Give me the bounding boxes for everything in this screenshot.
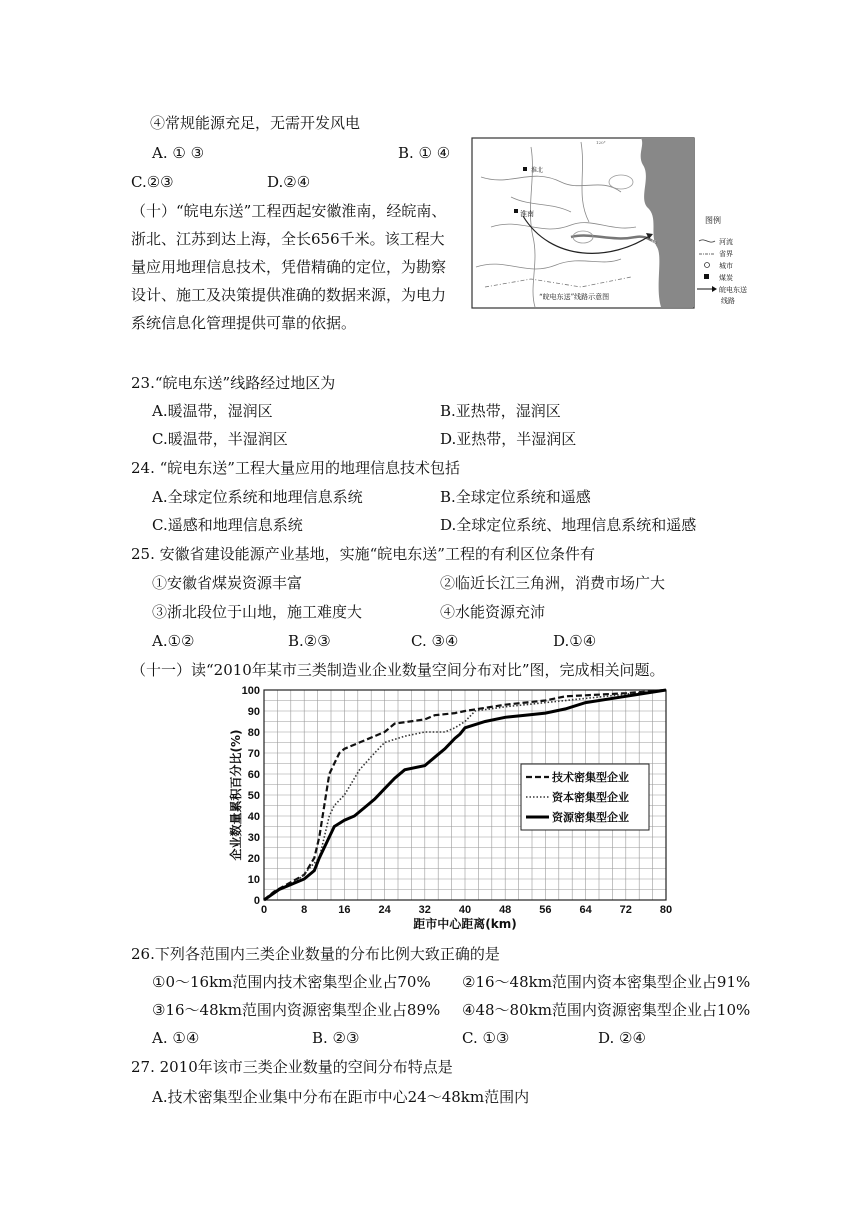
x-tick-label: 72 (619, 904, 632, 916)
q27-stem: 27. 2010年该市三类企业数量的空间分布特点是 (131, 1058, 453, 1076)
map-label-shanghai: 上海 (644, 240, 657, 247)
option-c: C.②③ (131, 173, 174, 191)
x-tick-label: 48 (499, 904, 512, 916)
x-tick-label: 24 (378, 904, 391, 916)
y-tick-label: 90 (247, 706, 260, 718)
q25-option-c: C. ③④ (411, 632, 459, 650)
q25-stem: 25. 安徽省建设能源产业基地，实施“皖电东送”工程的有利区位条件有 (131, 545, 595, 563)
q24-option-d: D.全球定位系统、地理信息系统和遥感 (440, 516, 697, 534)
y-tick-label: 70 (247, 748, 260, 760)
legend-route: 皖电东送 (719, 286, 747, 294)
q25-option-d: D.①④ (553, 632, 597, 650)
q25-item-2: ②临近长江三角洲，消费市场广大 (440, 574, 666, 592)
x-tick-label: 80 (659, 904, 673, 916)
option-d: D.②④ (267, 173, 311, 191)
q26-item-4: ④48～80km范围内资源密集型企业占10% (462, 1001, 751, 1019)
q23-option-a: A.暖温带，湿润区 (152, 402, 273, 420)
y-tick-label: 10 (247, 874, 260, 886)
q26-option-a: A. ①④ (152, 1029, 200, 1047)
legend-label-2: 资源密集型企业 (552, 811, 629, 824)
q25-item-4: ④水能资源充沛 (440, 603, 546, 621)
q26-item-2: ②16～48km范围内资本密集型企业占91% (462, 973, 751, 991)
x-tick-label: 56 (539, 904, 552, 916)
section10-line-3: 量应用地理信息技术，凭借精确的定位，为勘察 (131, 258, 447, 276)
legend-border: 省界 (719, 250, 733, 258)
q26-item-3: ③16～48km范围内资源密集型企业占89% (152, 1001, 441, 1019)
section10-line-2: 浙北、江苏到达上海，全长656千米。该工程大 (131, 230, 445, 248)
y-tick-label: 30 (247, 832, 260, 844)
q27-option-a: A.技术密集型企业集中分布在距市中心24～48km范围内 (152, 1088, 530, 1106)
city-legend-icon (705, 263, 710, 268)
y-tick-label: 20 (247, 853, 260, 865)
x-tick-label: 16 (338, 904, 351, 916)
q26-option-c: C. ①③ (462, 1029, 510, 1047)
section10-line-1: （十）“皖电东送”工程西起安徽淮南，经皖南、 (131, 202, 447, 220)
q24-option-a: A.全球定位系统和地理信息系统 (152, 488, 363, 506)
q26-stem: 26.下列各范围内三类企业数量的分布比例大致正确的是 (131, 945, 500, 963)
q25-item-1: ①安徽省煤炭资源丰富 (152, 574, 303, 592)
q26-item-1: ①0～16km范围内技术密集型企业占70% (152, 973, 431, 991)
section11-intro: （十一）读“2010年某市三类制造业企业数量空间分布对比”图，完成相关问题。 (131, 661, 665, 679)
x-tick-label: 40 (458, 904, 472, 916)
legend-label-1: 资本密集型企业 (552, 791, 629, 804)
x-axis-label: 距市中心距离(km) (413, 917, 517, 931)
q23-option-c: C.暖温带，半湿润区 (152, 430, 288, 448)
option-a: A. ① ③ (152, 144, 205, 162)
map-label-huaibei: 淮北 (531, 167, 544, 174)
q23-stem: 23.“皖电东送”线路经过地区为 (131, 374, 336, 392)
section10-line-4: 设计、施工及决策提供准确的数据来源，为电力 (131, 286, 447, 304)
q23-option-d: D.亚热带，半湿润区 (440, 430, 577, 448)
q25-option-b: B.②③ (288, 632, 331, 650)
y-tick-label: 100 (241, 685, 260, 697)
legend-route-cont: 线路 (721, 297, 735, 305)
x-tick-label: 32 (418, 904, 431, 916)
q25-item-3: ③浙北段位于山地，施工难度大 (152, 603, 363, 621)
coal-legend-icon (704, 274, 709, 279)
huainan-coal-marker (514, 209, 518, 213)
y-tick-label: 50 (247, 790, 260, 802)
option-b: B. ① ④ (398, 144, 451, 162)
map-label-longitude: 120° (596, 140, 606, 145)
x-tick-label: 8 (301, 904, 308, 916)
map-caption: “皖电东送”线路示意图 (539, 293, 610, 301)
legend-river: 河流 (719, 238, 733, 246)
q26-option-b: B. ②③ (312, 1029, 360, 1047)
legend-city: 城市 (719, 262, 733, 270)
x-tick-label: 64 (579, 904, 592, 916)
legend-coal: 煤炭 (719, 274, 733, 282)
legend-label-0: 技术密集型企业 (552, 771, 629, 784)
q24-option-c: C.遥感和地理信息系统 (152, 516, 303, 534)
map-label-huainan: 淮南 (520, 210, 534, 218)
item-4: ④常规能源充足，无需开发风电 (150, 114, 361, 132)
river-legend-icon (699, 240, 715, 242)
y-tick-label: 40 (247, 811, 260, 823)
route-map (471, 137, 767, 309)
y-tick-label: 0 (253, 895, 260, 907)
y-tick-label: 60 (247, 769, 260, 781)
y-axis-label: 企业数量累积百分比(%) (229, 729, 243, 861)
q24-option-b: B.全球定位系统和遥感 (440, 488, 591, 506)
legend-title: 图例 (705, 216, 721, 225)
x-tick-label: 0 (260, 904, 268, 916)
y-tick-label: 80 (247, 727, 260, 739)
q25-option-a: A.①② (152, 632, 195, 650)
cumulative-distribution-chart (226, 680, 686, 932)
section10-line-5: 系统信息化管理提供可靠的依据。 (131, 314, 357, 332)
huaibei-coal-marker (523, 167, 527, 171)
q26-option-d: D. ②④ (598, 1029, 646, 1047)
q23-option-b: B.亚热带，湿润区 (440, 402, 561, 420)
q24-stem: 24. “皖电东送”工程大量应用的地理信息技术包括 (131, 459, 460, 477)
